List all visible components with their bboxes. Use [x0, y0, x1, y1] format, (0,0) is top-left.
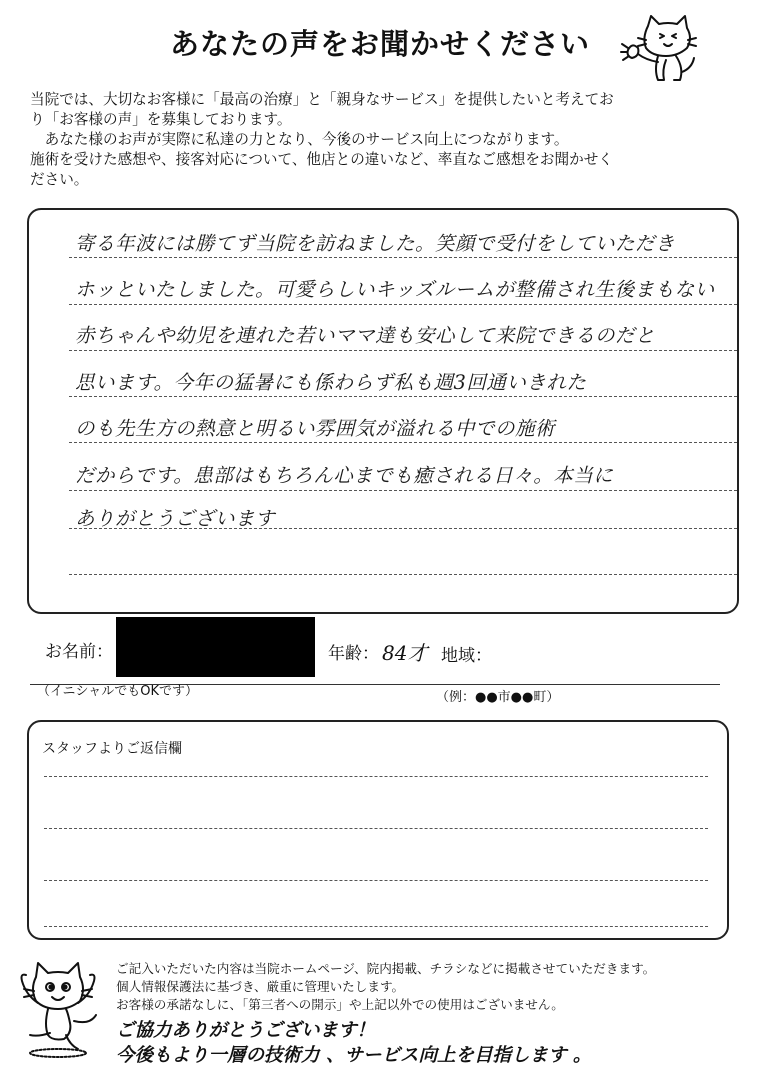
staff-reply-box	[27, 720, 729, 940]
notice-line: お客様の承諾なしに、「第三者への開示」や上記以外での使用はございません。	[116, 997, 564, 1012]
waving-cat-icon	[618, 14, 700, 86]
handwritten-line: だからです。患部はもちろん心までも癒される日々。本当に	[75, 464, 614, 487]
handwritten-line: 寄る年波には勝てず当院を訪ねました。笑顔で受付をしていただき	[75, 232, 676, 255]
writing-line	[69, 257, 737, 258]
writing-line	[69, 396, 737, 397]
notice-line: ご記入いただいた内容は当院ホームページ、院内掲載、チラシなどに掲載させていただきます。	[116, 961, 656, 976]
reply-line	[44, 776, 708, 777]
writing-line	[69, 490, 737, 491]
reply-line	[44, 926, 708, 927]
handwritten-line: 赤ちゃんや幼児を連れた若いママ達も安心して来院できるのだと	[75, 324, 656, 347]
thanks-line: 今後もより一層の技術力 、サービス向上を目指します 。	[116, 1045, 592, 1066]
page-title: あなたの声をお聞かせください	[169, 27, 590, 61]
reply-line	[44, 828, 708, 829]
initial-note: （イニシャルでもOKです）	[37, 684, 198, 699]
region-example: （例：●●市●●町）	[436, 690, 560, 705]
thanks-line: ご協力ありがとうございます！	[116, 1020, 376, 1041]
age-value: 84才	[382, 641, 428, 665]
region-label: 地域：	[441, 646, 492, 666]
thanks-message	[116, 1018, 756, 1068]
notice-line: 個人情報保護法に基づき、厳重に管理いたします。	[116, 979, 405, 994]
writing-line	[69, 574, 737, 575]
age-label: 年齢：	[328, 644, 379, 664]
name-redaction	[116, 617, 315, 677]
handwritten-line: 思います。今年の猛暑にも係わらず私も週3回通いきれた	[75, 371, 587, 394]
handwritten-line: ありがとうございます	[75, 507, 276, 530]
intro-line: ださい。	[30, 171, 89, 188]
writing-line	[69, 304, 737, 305]
writing-line	[69, 350, 737, 351]
reply-line	[44, 880, 708, 881]
intro-line: り「お客様の声」を募集しております。	[30, 111, 292, 128]
handwritten-line: ホッといたしました。可愛らしいキッズルームが整備され生後まもない	[75, 278, 715, 301]
dancing-cat-icon	[8, 955, 108, 1059]
privacy-notice	[116, 960, 756, 1014]
intro-line: 施術を受けた感想や、接客対応について、他店との違いなど、率直なご感想をお聞かせく	[30, 151, 613, 168]
writing-line	[69, 442, 737, 443]
customer-voice-box	[27, 208, 739, 614]
name-label: お名前：	[45, 642, 113, 662]
staff-reply-label: スタッフよりご返信欄	[42, 741, 182, 757]
intro-line: あなた様のお声が実際に私達の力となり、今後のサービス向上につながります。	[44, 131, 569, 148]
handwritten-line: のも先生方の熱意と明るい雰囲気が溢れる中での施術	[75, 417, 556, 440]
intro-text	[30, 90, 750, 190]
intro-line: 当院では、大切なお客様に「最高の治療」と「親身なサービス」を提供したいと考えてお	[30, 91, 614, 108]
